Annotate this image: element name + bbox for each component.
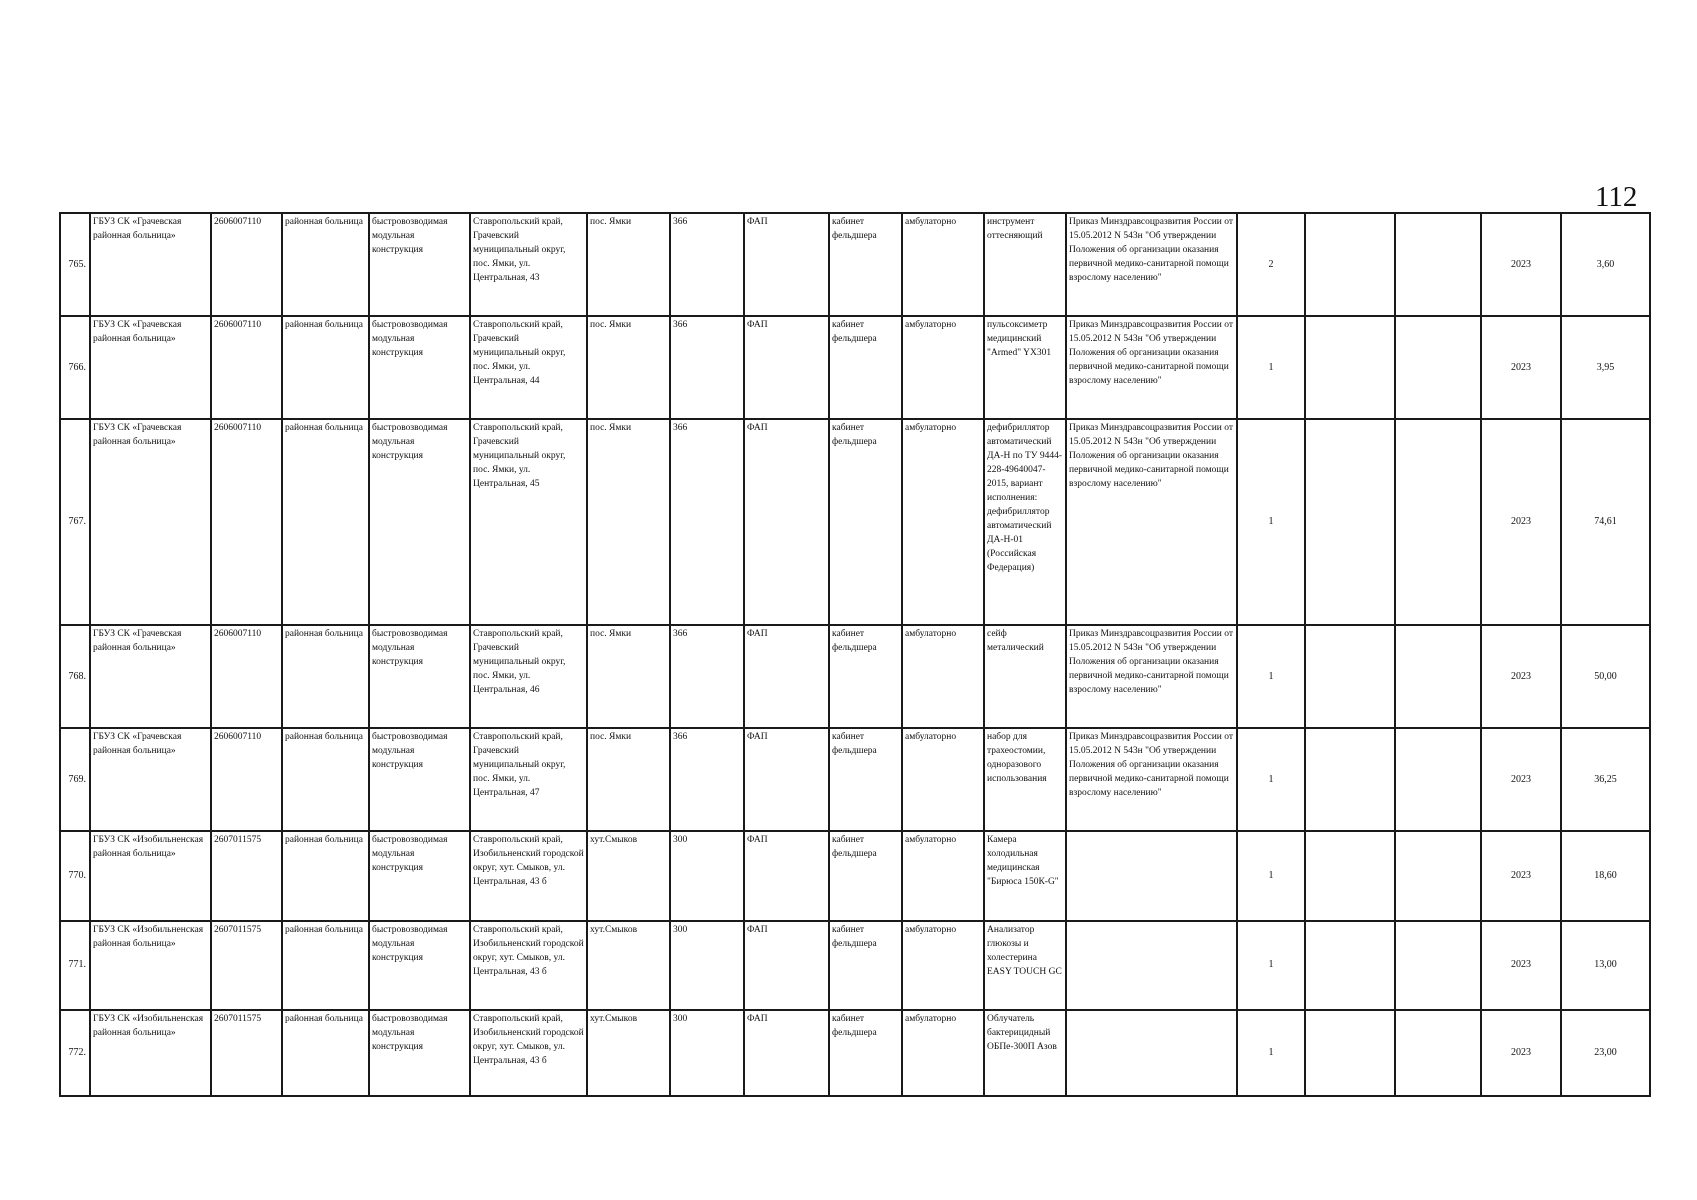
cell-cost: 13,00: [1561, 921, 1650, 1010]
cell-building-type: быстровозводимая модульная конструкция: [369, 419, 470, 624]
cell-cost: 3,60: [1561, 213, 1650, 316]
cell-legal-basis: [1066, 1010, 1237, 1096]
cell-equipment-name: дефибриллятор автоматический ДА-Н по ТУ 9444-228-49640047-2015, вариант исполнения: дефибриллятор автоматический ДА-Н-01 (Российская Федерация): [984, 419, 1066, 624]
cell-year: 2023: [1481, 1010, 1561, 1096]
cell-settlement: пос. Ямки: [587, 419, 670, 624]
cell-inn: 2607011575: [211, 831, 282, 920]
cell-empty-cell: [1305, 419, 1395, 624]
cell-building-type: быстровозводимая модульная конструкция: [369, 316, 470, 419]
cell-year: 2023: [1481, 213, 1561, 316]
cell-cost: 18,60: [1561, 831, 1650, 920]
cell-empty-cell: [1395, 728, 1481, 831]
cell-facility-type: районная больница: [282, 831, 369, 920]
table-row: [60, 316, 1650, 419]
cell-empty-cell: [1395, 921, 1481, 1010]
cell-quantity: 1: [1237, 921, 1305, 1010]
cell-quantity: 1: [1237, 1010, 1305, 1096]
cell-room: кабинет фельдшера: [829, 728, 902, 831]
cell-building-type: быстровозводимая модульная конструкция: [369, 831, 470, 920]
cell-equipment-name: пульсоксиметр медицинский "Armed" YX301: [984, 316, 1066, 419]
cell-facility-type: районная больница: [282, 625, 369, 728]
cell-care-mode: амбулаторно: [902, 1010, 984, 1096]
table-row: [60, 921, 1650, 1010]
cell-legal-basis: [1066, 831, 1237, 920]
cell-building-type: быстровозводимая модульная конструкция: [369, 728, 470, 831]
cell-settlement: хут.Смыков: [587, 1010, 670, 1096]
cell-quantity: 1: [1237, 419, 1305, 624]
cell-empty-cell: [1395, 831, 1481, 920]
cell-care-mode: амбулаторно: [902, 213, 984, 316]
cell-settlement: хут.Смыков: [587, 921, 670, 1010]
cell-address: Ставропольский край, Грачевский муниципальный округ, пос. Ямки, ул. Центральная, 45: [470, 419, 587, 624]
cell-room: кабинет фельдшера: [829, 213, 902, 316]
cell-inn: 2606007110: [211, 316, 282, 419]
cell-cost: 3,95: [1561, 316, 1650, 419]
cell-org-name: ГБУЗ СК «Изобильненская районная больница»: [90, 921, 211, 1010]
cell-unit-type: ФАП: [744, 831, 829, 920]
cell-org-name: ГБУЗ СК «Изобильненская районная больница»: [90, 1010, 211, 1096]
cell-building-type: быстровозводимая модульная конструкция: [369, 921, 470, 1010]
cell-equipment-name: сейф металический: [984, 625, 1066, 728]
cell-legal-basis: [1066, 921, 1237, 1010]
cell-population: 300: [670, 1010, 744, 1096]
cell-building-type: быстровозводимая модульная конструкция: [369, 625, 470, 728]
cell-population: 366: [670, 419, 744, 624]
cell-org-name: ГБУЗ СК «Грачевская районная больница»: [90, 625, 211, 728]
cell-facility-type: районная больница: [282, 1010, 369, 1096]
cell-org-name: ГБУЗ СК «Грачевская районная больница»: [90, 316, 211, 419]
cell-facility-type: районная больница: [282, 728, 369, 831]
cell-room: кабинет фельдшера: [829, 625, 902, 728]
cell-legal-basis: Приказ Минздравсоцразвития России от 15.05.2012 N 543н "Об утверждении Положения об организации оказания первичной медико-санитарной помощи взрослому населению": [1066, 419, 1237, 624]
page-number: 112: [1595, 181, 1638, 213]
table-row: [60, 831, 1650, 920]
cell-population: 300: [670, 921, 744, 1010]
cell-unit-type: ФАП: [744, 1010, 829, 1096]
cell-settlement: пос. Ямки: [587, 625, 670, 728]
cell-year: 2023: [1481, 728, 1561, 831]
equipment-table: [59, 212, 1651, 1097]
cell-inn: 2607011575: [211, 921, 282, 1010]
cell-room: кабинет фельдшера: [829, 316, 902, 419]
cell-room: кабинет фельдшера: [829, 831, 902, 920]
cell-unit-type: ФАП: [744, 921, 829, 1010]
cell-legal-basis: Приказ Минздравсоцразвития России от 15.05.2012 N 543н "Об утверждении Положения об организации оказания первичной медико-санитарной помощи взрослому населению": [1066, 625, 1237, 728]
cell-org-name: ГБУЗ СК «Грачевская районная больница»: [90, 213, 211, 316]
table-row: [60, 1010, 1650, 1096]
cell-care-mode: амбулаторно: [902, 625, 984, 728]
cell-population: 300: [670, 831, 744, 920]
cell-population: 366: [670, 728, 744, 831]
cell-empty-cell: [1395, 213, 1481, 316]
cell-quantity: 1: [1237, 831, 1305, 920]
cell-equipment-name: инструмент оттесняющий: [984, 213, 1066, 316]
cell-inn: 2606007110: [211, 213, 282, 316]
cell-address: Ставропольский край, Изобильненский городской округ, хут. Смыков, ул. Центральная, 43 б: [470, 831, 587, 920]
cell-equipment-name: набор для трахеостомии, одноразового использования: [984, 728, 1066, 831]
cell-equipment-name: Анализатор глюкозы и холестерина EASY TOUCH GC: [984, 921, 1066, 1010]
cell-quantity: 1: [1237, 625, 1305, 728]
cell-year: 2023: [1481, 419, 1561, 624]
cell-year: 2023: [1481, 316, 1561, 419]
cell-legal-basis: Приказ Минздравсоцразвития России от 15.05.2012 N 543н "Об утверждении Положения об организации оказания первичной медико-санитарной помощи взрослому населению": [1066, 213, 1237, 316]
cell-cost: 50,00: [1561, 625, 1650, 728]
cell-settlement: пос. Ямки: [587, 728, 670, 831]
cell-unit-type: ФАП: [744, 419, 829, 624]
cell-row-number: 766.: [60, 316, 90, 419]
cell-quantity: 1: [1237, 316, 1305, 419]
cell-population: 366: [670, 213, 744, 316]
cell-org-name: ГБУЗ СК «Грачевская районная больница»: [90, 728, 211, 831]
cell-year: 2023: [1481, 831, 1561, 920]
cell-quantity: 2: [1237, 213, 1305, 316]
cell-inn: 2606007110: [211, 625, 282, 728]
cell-empty-cell: [1305, 316, 1395, 419]
cell-care-mode: амбулаторно: [902, 419, 984, 624]
cell-address: Ставропольский край, Грачевский муниципальный округ, пос. Ямки, ул. Центральная, 47: [470, 728, 587, 831]
cell-settlement: хут.Смыков: [587, 831, 670, 920]
table-row: [60, 419, 1650, 624]
cell-year: 2023: [1481, 921, 1561, 1010]
cell-inn: 2606007110: [211, 728, 282, 831]
cell-inn: 2606007110: [211, 419, 282, 624]
cell-building-type: быстровозводимая модульная конструкция: [369, 1010, 470, 1096]
cell-year: 2023: [1481, 625, 1561, 728]
cell-empty-cell: [1395, 625, 1481, 728]
cell-row-number: 765.: [60, 213, 90, 316]
cell-address: Ставропольский край, Изобильненский городской округ, хут. Смыков, ул. Центральная, 43 б: [470, 1010, 587, 1096]
cell-cost: 36,25: [1561, 728, 1650, 831]
cell-unit-type: ФАП: [744, 213, 829, 316]
table-row: [60, 213, 1650, 316]
cell-empty-cell: [1395, 419, 1481, 624]
cell-equipment-name: Камера холодильная медицинская "Бирюса 150К-G": [984, 831, 1066, 920]
cell-room: кабинет фельдшера: [829, 419, 902, 624]
cell-org-name: ГБУЗ СК «Изобильненская районная больница»: [90, 831, 211, 920]
cell-population: 366: [670, 316, 744, 419]
cell-population: 366: [670, 625, 744, 728]
cell-legal-basis: Приказ Минздравсоцразвития России от 15.05.2012 N 543н "Об утверждении Положения об организации оказания первичной медико-санитарной помощи взрослому населению": [1066, 316, 1237, 419]
cell-unit-type: ФАП: [744, 728, 829, 831]
cell-settlement: пос. Ямки: [587, 213, 670, 316]
cell-row-number: 772.: [60, 1010, 90, 1096]
cell-empty-cell: [1305, 831, 1395, 920]
cell-settlement: пос. Ямки: [587, 316, 670, 419]
cell-quantity: 1: [1237, 728, 1305, 831]
cell-empty-cell: [1305, 921, 1395, 1010]
cell-row-number: 770.: [60, 831, 90, 920]
cell-care-mode: амбулаторно: [902, 728, 984, 831]
cell-cost: 74,61: [1561, 419, 1650, 624]
cell-empty-cell: [1305, 625, 1395, 728]
cell-row-number: 768.: [60, 625, 90, 728]
cell-room: кабинет фельдшера: [829, 1010, 902, 1096]
cell-empty-cell: [1305, 1010, 1395, 1096]
cell-building-type: быстровозводимая модульная конструкция: [369, 213, 470, 316]
table-row: [60, 625, 1650, 728]
cell-unit-type: ФАП: [744, 625, 829, 728]
cell-room: кабинет фельдшера: [829, 921, 902, 1010]
cell-unit-type: ФАП: [744, 316, 829, 419]
cell-empty-cell: [1305, 213, 1395, 316]
cell-address: Ставропольский край, Изобильненский городской округ, хут. Смыков, ул. Центральная, 43 б: [470, 921, 587, 1010]
cell-care-mode: амбулаторно: [902, 316, 984, 419]
cell-care-mode: амбулаторно: [902, 831, 984, 920]
table-row: [60, 728, 1650, 831]
cell-empty-cell: [1305, 728, 1395, 831]
cell-empty-cell: [1395, 316, 1481, 419]
cell-empty-cell: [1395, 1010, 1481, 1096]
cell-facility-type: районная больница: [282, 316, 369, 419]
cell-facility-type: районная больница: [282, 419, 369, 624]
cell-row-number: 767.: [60, 419, 90, 624]
cell-address: Ставропольский край, Грачевский муниципальный округ, пос. Ямки, ул. Центральная, 43: [470, 213, 587, 316]
cell-address: Ставропольский край, Грачевский муниципальный округ, пос. Ямки, ул. Центральная, 44: [470, 316, 587, 419]
cell-row-number: 771.: [60, 921, 90, 1010]
cell-care-mode: амбулаторно: [902, 921, 984, 1010]
cell-org-name: ГБУЗ СК «Грачевская районная больница»: [90, 419, 211, 624]
cell-inn: 2607011575: [211, 1010, 282, 1096]
cell-address: Ставропольский край, Грачевский муниципальный округ, пос. Ямки, ул. Центральная, 46: [470, 625, 587, 728]
cell-cost: 23,00: [1561, 1010, 1650, 1096]
cell-legal-basis: Приказ Минздравсоцразвития России от 15.05.2012 N 543н "Об утверждении Положения об организации оказания первичной медико-санитарной помощи взрослому населению": [1066, 728, 1237, 831]
cell-equipment-name: Облучатель бактерицидный ОБПе-300П Азов: [984, 1010, 1066, 1096]
cell-row-number: 769.: [60, 728, 90, 831]
cell-facility-type: районная больница: [282, 921, 369, 1010]
cell-facility-type: районная больница: [282, 213, 369, 316]
